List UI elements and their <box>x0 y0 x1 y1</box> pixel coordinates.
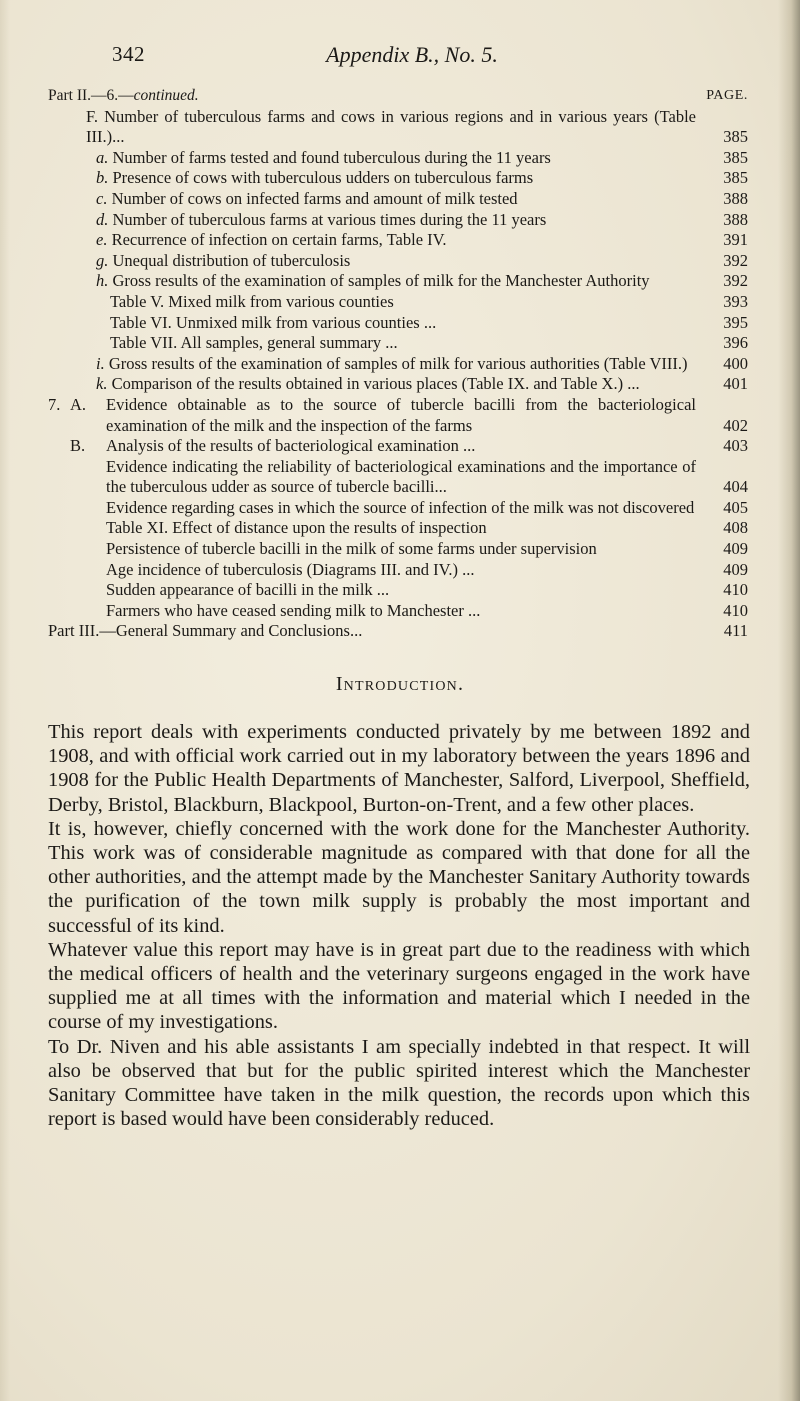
toc-page-number: 403 <box>723 436 748 456</box>
toc-page-number: 410 <box>723 580 748 600</box>
page-number: 342 <box>112 42 145 66</box>
toc-page-number: 411 <box>723 621 748 641</box>
toc-entry-text: Table VII. All samples, general summary ... <box>110 333 398 353</box>
toc-entry-label: B. <box>70 436 86 456</box>
toc-entry-text: Gross results of the examination of samples of milk for the Manchester Authority <box>112 271 650 291</box>
toc-entry-label: i. <box>96 353 105 373</box>
toc-entry <box>96 374 748 395</box>
toc-entry <box>48 436 748 457</box>
page-right-edge-shadow <box>778 0 800 1401</box>
toc-page-number: 396 <box>723 333 748 353</box>
toc-entry-label: A. <box>70 394 87 414</box>
toc-entry-text: Sudden appearance of bacilli in the milk ... <box>106 580 390 600</box>
toc-entry-text: Evidence obtainable as to the source of tubercle bacilli from the bacteriological examination of the milk and the inspection of the farms <box>106 394 696 435</box>
toc-entry <box>106 539 748 560</box>
toc-entry <box>106 580 748 601</box>
toc-entry <box>106 457 748 498</box>
toc-page-number: 395 <box>723 312 748 332</box>
toc-entry <box>106 518 748 539</box>
toc-entry-text: Number of farms tested and found tuberculous during the 11 years <box>112 147 551 167</box>
toc-entry-label: h. <box>96 271 109 291</box>
toc-entry-text: Analysis of the results of bacteriological examination ... <box>106 436 476 456</box>
toc-entry <box>48 621 748 642</box>
toc-page-number: 388 <box>723 188 748 208</box>
toc-page-number: 409 <box>723 539 748 559</box>
toc-entry-text: Evidence regarding cases in which the source of infection of the milk was not discovered <box>106 497 695 517</box>
intro-paragraph: To Dr. Niven and his able assistants I am specially indebted in that respect. It will also be observed that but for the public spirited interest which the Manchester Sanitary Committee have taken in the milk question, the records upon which this report is based would have been considerably reduced. <box>48 1035 750 1131</box>
intro-paragraph: It is, however, chiefly concerned with the work done for the Manchester Authority. This work was of considerable magnitude as compared with that done for all the other authorities, and the attempt made by the Manchester Sanitary Authority towards the purification of the town milk supply is probably the most important and successful of its kind. <box>48 817 750 937</box>
toc-entry <box>96 353 748 375</box>
toc-entry-text: Age incidence of tuberculosis (Diagrams III. and IV.) ... <box>106 559 475 579</box>
toc-entry-text: Comparison of the results obtained in various places (Table IX. and Table X.) ... <box>111 374 640 394</box>
toc-page-number: 409 <box>723 559 748 579</box>
toc-entry-text: Number of cows on infected farms and amount of milk tested <box>111 188 518 208</box>
toc-entry-label: g. <box>96 250 109 270</box>
toc-page-number: 402 <box>723 415 748 435</box>
toc-entry-label: d. <box>96 209 109 229</box>
toc-page-number: 385 <box>723 147 748 167</box>
toc-entry <box>110 313 748 334</box>
toc-entry-text: Number of tuberculous farms at various times during the 11 years <box>112 209 547 229</box>
toc-section-number: 7. <box>48 394 61 414</box>
toc-page-number: 391 <box>723 230 748 250</box>
table-of-contents <box>48 86 748 642</box>
toc-entry-text: Presence of cows with tuberculous udders on tuberculous farms <box>112 168 534 188</box>
introduction-title: Introduction. <box>335 673 465 695</box>
toc-entry-text: Evidence indicating the reliability of bacteriological examinations and the importance of the tuberculous udder as source of tubercle bacilli... <box>106 456 696 497</box>
toc-entry <box>106 498 748 519</box>
toc-entry-label: a. <box>96 147 109 167</box>
toc-entry-text: Unequal distribution of tuberculosis <box>112 250 351 270</box>
toc-entry-label: b. <box>96 168 109 188</box>
toc-page-number: 410 <box>723 600 748 620</box>
toc-entry <box>96 250 748 272</box>
toc-entry-text: Gross results of the examination of samples of milk for various authorities (Table VIII.) <box>108 353 688 373</box>
part-heading-prefix: Part II.—6.— <box>48 87 134 104</box>
toc-entry-label: k. <box>96 374 108 394</box>
introduction-body <box>48 720 750 1131</box>
toc-page-number: 401 <box>723 374 748 394</box>
toc-page-number: 392 <box>723 250 748 270</box>
toc-entry-text: Table VI. Unmixed milk from various counties ... <box>110 312 437 332</box>
toc-entry-label: e. <box>96 230 108 250</box>
toc-entry-label: F. <box>86 106 98 126</box>
page-column-label: PAGE. <box>706 88 748 103</box>
toc-heading <box>48 86 748 107</box>
toc-page-number: 385 <box>723 127 748 147</box>
toc-entry <box>48 395 748 436</box>
toc-entry <box>96 147 748 169</box>
toc-page-number: 385 <box>723 168 748 188</box>
toc-entry-text: Part III.—General Summary and Conclusions... <box>48 621 363 641</box>
toc-entry <box>106 601 748 622</box>
intro-paragraph: This report deals with experiments conducted privately by me between 1892 and 1908, and with official work carried out in my laboratory between the years 1896 and 1908 for the Public Health Departments of Manchester, Salford, Liverpool, Sheffield, Derby, Bristol, Blackburn, Blackpool, Burton-on-Trent, and a few other places. <box>48 721 750 816</box>
toc-entries <box>48 107 748 642</box>
toc-entry <box>96 230 748 251</box>
toc-page-number: 392 <box>723 271 748 291</box>
toc-entry <box>110 333 748 354</box>
running-header <box>112 42 712 70</box>
toc-page-number: 408 <box>723 518 748 538</box>
toc-page-number: 405 <box>723 497 748 517</box>
toc-entry-label: c. <box>96 188 108 208</box>
toc-entry <box>110 292 748 313</box>
toc-entry-text: Recurrence of infection on certain farms, Table IV. <box>111 230 447 250</box>
toc-entry-text: Number of tuberculous farms and cows in various regions and in various years (Table III.)... <box>86 106 697 147</box>
toc-entry <box>96 271 748 292</box>
toc-entry-text: Table V. Mixed milk from various counties <box>110 291 394 311</box>
toc-entry <box>86 107 748 148</box>
toc-entry-text: Persistence of tubercle bacilli in the milk of some farms under supervision <box>106 539 597 559</box>
part-heading-continued: continued. <box>133 87 199 104</box>
toc-entry-text: Table XI. Effect of distance upon the results of inspection <box>106 518 487 538</box>
toc-entry-text: Farmers who have ceased sending milk to Manchester ... <box>106 600 481 620</box>
toc-page-number: 388 <box>723 209 748 229</box>
toc-page-number: 400 <box>723 353 748 373</box>
toc-page-number: 393 <box>723 291 748 311</box>
toc-entry <box>96 188 748 210</box>
toc-page-number: 404 <box>723 477 748 497</box>
toc-entry <box>96 168 748 189</box>
running-title: Appendix B., No. 5. <box>326 42 498 67</box>
toc-entry <box>96 209 748 231</box>
toc-entry <box>106 560 748 581</box>
part-heading <box>48 86 199 107</box>
intro-paragraph: Whatever value this report may have is in great part due to the readiness with which the medical officers of health and the veterinary surgeons engaged in the work have supplied me at all times with the information and material which I needed in the course of my investigations. <box>48 938 750 1034</box>
page-left-edge <box>0 0 10 1401</box>
